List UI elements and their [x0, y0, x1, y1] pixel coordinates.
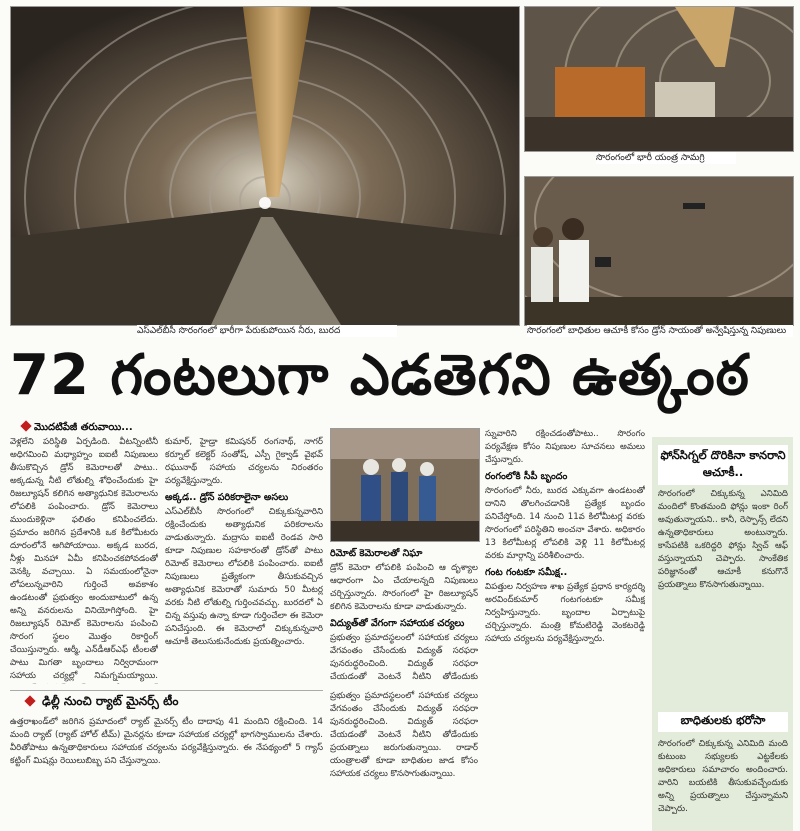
column-3-subhead-1: రిమోట్ కెమెరాలతో నిఘా — [330, 548, 423, 559]
main-photo-caption: ఎస్‌ఎల్‌బీసీ సొరంగంలో భారీగా పేరుకుపోయిన నీరు, బురద — [137, 325, 397, 337]
continued-kicker — [22, 421, 133, 435]
column-3-text-a: డ్రోన్ కెమెరా లోపలికి పంపించి ఆ దృశ్యాల ఆధారంగా ఏం చేయాలన్నది నిపుణులు చర్చిస్తున్నారు. సొరంగంలో హై రిజల్యూషన్ కలిగిన కెమెరాలను కూడా వాడుతున్నారు. — [330, 563, 478, 612]
sidebar-text-1 — [658, 488, 788, 708]
column-2-text-b: ఎస్‌ఎల్‌బీసీ సొరంగంలో చిక్కుకున్నవారిని రక్షించేందుకు అత్యాధునిక పరికరాలను వాడుతున్నారు. మద్రాసు ఐఐటీ రెండవ సారి కూడా నిపుణుల సహకారంతో డ్రోన్‌తో పాటు రిమోట్ కెమెరాలు లోపలికి పంపించారు. ఐఐటీ నిపుణులు ప్రత్యేకంగా తీసుకువచ్చిన అత్యాధునిక కెమెరాతో సుమారు 50 మీటర్ల వరకు నీటి లోతుల్ని గుర్తించవచ్చు. బురదలో ఏ చిన్న వస్తువు ఉన్నా కూడా గుర్తించేలా ఈ కెమెరా పనిచేస్తుంది. ఈ కెమెరాలో చిక్కుకున్నవారి ఆచూకీ తెలుసుకునేందుకు ప్రయత్నించారు. — [165, 507, 323, 647]
kicker-text: మొదటిపేజీ తరువాయి... — [34, 422, 133, 433]
column-4-subhead-1: రంగంలోకి సీపీ బృందం — [485, 471, 568, 482]
column-4-text-b: సొరంగంలో నీరు, బురద ఎక్కువగా ఉండటంతో దానిని తొలగించడానికి ప్రత్యేక బృందం పనిచేస్తోంది. 14 నుంచి 11వ కిలోమీటర్ల వరకు సొరంగంలో పరిస్థితిని అంచనా వేశారు. అధికారం 13 కిలోమీటర్ల లోపలికి వెళ్లి 11 కిలోమీటర్ల వరకు మార్గాన్ని పరిశీలించారు. — [485, 486, 645, 561]
red-diamond-icon — [24, 695, 35, 706]
machine-photo-caption: సొరంగంలో భారీ యంత్ర సామగ్రి — [596, 152, 736, 164]
delhi-box-text — [10, 716, 323, 828]
column-4-text-a: స్నువారిని రక్షించడంతోపాటు.. సొరంగం పర్యవేక్షణ కోసం నిపుణుల సూచనలు అమలు చేస్తున్నారు. — [485, 429, 645, 465]
drone-search-photo — [524, 176, 794, 326]
delhi-box-title-text: ఢిల్లీ నుంచి ర్యాట్ మైనర్స్ టీం — [42, 694, 179, 708]
delhi-box-title — [26, 694, 178, 711]
article-column-4 — [485, 428, 645, 831]
delhi-box-body: ఉత్తరాఖండ్‌లో జరిగిన ప్రమాదంలో ర్యాట్ మైనర్స్ టీం దాదాపు 41 మందిని రక్షించింది. 14 మంది ర్యాట్ (ర్యాట్ హోల్ టీమ్) మైనర్లను కూడా సహాయక చర్యల్లో భాగస్వాములను చేశారు. వీరితోపాటు ఉన్నతాధికారులు సహాయక చర్యలను పర్యవేక్షిస్తున్నారు. ఈ నేపథ్యంలో 5 గ్యాస్ కట్టింగ్ మిషన్లు రెయిలుబిబ్బ పని చేస్తున్నాయి. — [10, 717, 323, 766]
sidebar-body-2: సొరంగంలో చిక్కుకున్న ఎనిమిది మంది కుటుంబ సభ్యులకు ఎట్టకేలకు అధికారులు సమాచారం అందించారు. వారిని బయటికి తీసుకువచ్చేందుకు అన్ని ప్రయత్నాలు చేస్తున్నామని చెప్పారు. — [658, 739, 788, 814]
article-column-1 — [10, 436, 158, 684]
article-column-3 — [330, 544, 478, 684]
article-column-2 — [165, 436, 323, 684]
drone-photo-caption: సొరంగంలో బాధితుల ఆచూకీ కోసం డ్రోన్ సాయంతో అన్వేషిస్తున్న నిపుణులు — [527, 325, 793, 337]
red-diamond-icon — [20, 420, 31, 431]
tunnel-machine-photo — [524, 6, 794, 152]
column-4-subhead-2: గంట గంటకూ సమీక్ష.. — [485, 567, 568, 578]
sidebar-heading-1: ఫోన్‌సిగ్నల్ దొరికినా కానరాని ఆచూకీ.. — [658, 445, 788, 485]
column-1-text: వెళ్లలేని పరిస్థితి ఏర్పడింది. వీటన్నింటినీ అధిగమించి మధ్యాహ్నం ఐఐటీ నిపుణులు తీసుకొచ్చిన డ్రోన్ కెమెరాలతో పాటు.. అక్కడున్న నీటి లోతుల్ని శోధించేందుకు హై రిజల్యూషన్ కలిగిన అత్యాధునిక కెమెరాలను లోపలికి పంపించారు. డ్రోన్ కెమెరాలు ముందుకెళ్లినా ఫలితం కనిపించలేదు. ప్రమాదం జరిగిన ప్రదేశానికి ఒక కిలోమీటరు దూరంలోనే ఆగిపోయాయి. అక్కడ బురద, నీళ్లు మినహా ఏమీ కనిపించకపోవడంతో వెనక్కి వచ్చాయి. ఏ సమయంలోనైనా లోపలున్నవారిని గుర్తించే అవకాశం ఉండటంతో ప్రభుత్వం అందుబాటులో ఉన్న అన్ని వనరులను వినియోగిస్తోంది. హై రిజల్యూషన్ రిమోట్ కెమెరాలను పంపించి సొరంగ స్థలం మొత్తం రికార్డింగ్ చేయిస్తున్నారు. ఆర్మీ, ఎన్‌డీఆర్‌ఎఫ్ టీంలతో పాటు మిగతా బృందాలు నిర్విరామంగా సహాయ చర్యల్లో నిమగ్నమయ్యాయి. — [10, 437, 158, 681]
column-2-subhead: అక్కడ.. డ్రోన్ పరికరాలైనా అసలు — [165, 492, 289, 503]
column-4-text-c: విపత్తుల నిర్వహణ శాఖ ప్రత్యేక ప్రధాన కార్యదర్శి అరవింద్‌కుమార్ గంటగంటకూ సమీక్ష నిర్వహిస్తున్నారు. బృందాల ఏర్పాటుపై చర్చిస్తున్నారు. మంత్రి కోమటిరెడ్డి వెంకటరెడ్డి సహాయ చర్యలను పర్యవేక్షిస్తున్నారు. — [485, 582, 645, 644]
tunnel-main-photo — [10, 6, 520, 326]
column-3-text-b: ప్రభుత్వం ప్రమాదస్థలంలో సహాయక చర్యలు వేగవంతం చేసేందుకు విద్యుత్ సరఫరా పునరుద్ధరించింది. విద్యుత్ సరఫరా చేయడంతో వెంటనే నీటిని తోడేందుకు — [330, 633, 478, 682]
column-3-subhead-2: విద్యుత్‌తో వేగంగా సహాయక చర్యలు — [330, 618, 465, 629]
sidebar-text-2 — [658, 738, 788, 830]
column-3-text-b-continued: ప్రభుత్వం ప్రమాదస్థలంలో సహాయక చర్యలు వేగవంతం చేసేందుకు విద్యుత్ సరఫరా పునరుద్ధరించింది. విద్యుత్ సరఫరా చేయడంతో వెంటనే నీటిని తోడేందుకు ప్రయత్నాలు జరుగుతున్నాయి. రాడార్ యంత్రాలతో కూడా బాధితుల జాడ కోసం సహాయక చర్యలు కొనసాగుతున్నాయి. — [330, 691, 478, 779]
column-2-text: కుమార్, హైడ్రా కమిషనర్ రంగనాథ్, నాగర్ కర్నూల్ కలెక్టర్ సంతోష్, ఎస్పీ గైక్వాడ్ వైభవ్ రఘునాథ్ సహాయ చర్యలను నిరంతరం పర్యవేక్షిస్తున్నారు. — [165, 437, 323, 486]
headline: 72 గంటలుగా ఎడతెగని ఉత్కంఠ — [10, 343, 750, 408]
delhi-box-top-rule — [10, 690, 323, 691]
rescue-workers-photo — [330, 428, 480, 542]
sidebar-body-1: సొరంగంలో చిక్కుకున్న ఎనిమిది మందిలో కొంతమంది ఫోన్లు ఇంకా రింగ్ అవుతున్నాయని.. కానీ, రెస్పాన్స్ లేదని ఉన్నతాధికారులు అంటున్నారు. కాసేపటికి ఒకరిద్దరి ఫోన్లు స్విచ్ ఆఫ్ వస్తున్నాయని చెప్పారు. సాంకేతిక పరిజ్ఞానంతో ఆచూకీ కనుగొనే ప్రయత్నాలు కొనసాగుతున్నాయి. — [658, 489, 788, 590]
article-column-3-bottom — [330, 690, 478, 831]
sidebar-heading-2: బాధితులకు భరోసా — [658, 712, 788, 732]
